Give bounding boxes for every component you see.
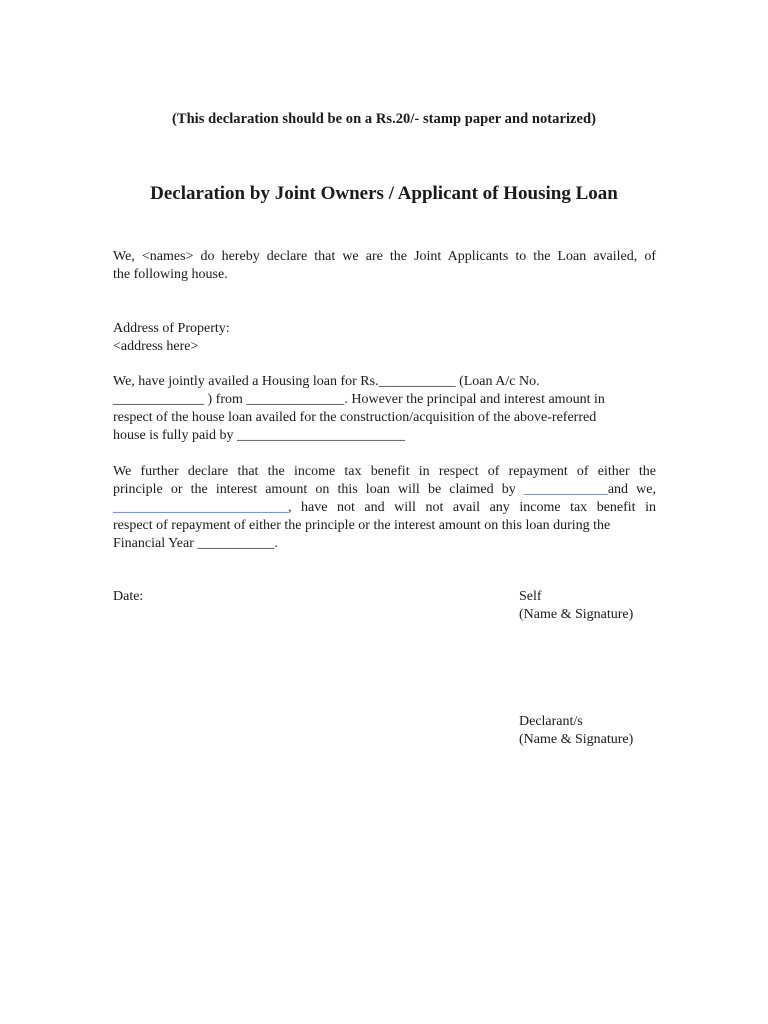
declarant-signature-block (519, 713, 633, 749)
date-field (113, 588, 143, 606)
address-value: <address here> (113, 339, 199, 354)
intro-line-1: We, <names> do hereby declare that we are the Joint Applicants to the Loan availed, of (113, 249, 656, 264)
stamp-paper-note: (This declaration should be on a Rs.20/- stamp paper and notarized) (171, 111, 597, 127)
date-label: Date: (113, 589, 144, 604)
non-claimant-blank: _________________________ (113, 500, 288, 515)
address-label: Address of Property: (113, 321, 230, 336)
tax-line-1: We further declare that the income tax benefit in respect of repayment of either the (113, 464, 656, 479)
tax-line-3-text: , have not and will not avail any income tax benefit in (288, 500, 656, 515)
tax-line-4: respect of repayment of either the principle or the interest amount on this loan during the (113, 518, 611, 533)
loan-line-1: We, have jointly availed a Housing loan for Rs.___________ (Loan A/c No. (113, 374, 540, 389)
tax-line-3 (113, 499, 656, 517)
loan-line-4: house is fully paid by ________________________ (113, 428, 406, 443)
self-signature-block (519, 588, 633, 624)
declarant-signature-caption: (Name & Signature) (519, 732, 634, 747)
loan-line-2: _____________ ) from ______________. However the principal and interest amount in (113, 392, 605, 407)
declarant-label: Declarant/s (519, 714, 583, 729)
tax-line-5: Financial Year ___________. (113, 536, 278, 551)
self-signature-caption: (Name & Signature) (519, 607, 634, 622)
tax-benefit-paragraph (113, 463, 656, 553)
tax-line-2-end: and we, (607, 482, 657, 497)
tax-line-2-text: principle or the interest amount on this loan will be claimed by (113, 482, 524, 497)
loan-line-3: respect of the house loan availed for the construction/acquisition of the above-referred (113, 410, 597, 425)
intro-paragraph (113, 248, 656, 284)
intro-line-2: the following house. (113, 267, 228, 282)
document-title: Declaration by Joint Owners / Applicant of Housing Loan (150, 183, 618, 204)
address-block (113, 320, 656, 356)
tax-line-2 (113, 481, 656, 499)
self-label: Self (519, 589, 542, 604)
loan-paragraph (113, 373, 656, 445)
claimant-blank: ____________ (523, 482, 608, 497)
